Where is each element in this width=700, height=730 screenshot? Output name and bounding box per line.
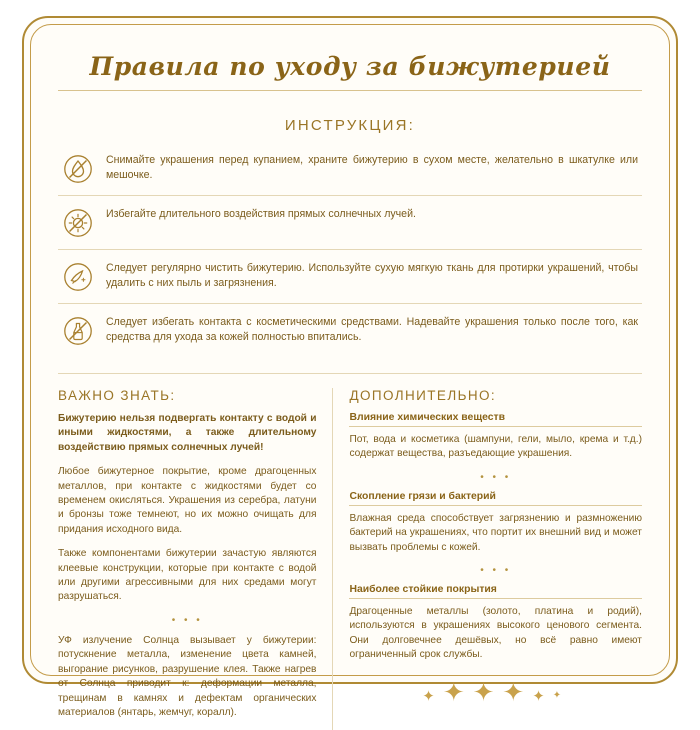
important-heading: ВАЖНО ЗНАТЬ:: [58, 388, 176, 403]
additional-block: [349, 584, 642, 663]
star-icon: ✦: [552, 689, 570, 701]
additional-text: Пот, вода и косметика (шампуни, гели, мыло, крема и т.д.) содержат вещества, разъедающие украшения.: [349, 434, 642, 460]
list-item-text: Снимайте украшения перед купанием, храните бижутерию в сухом месте, желательно в шкатулке или мешочке.: [106, 154, 638, 181]
title-divider: [58, 90, 642, 91]
additional-text: Драгоценные металлы (золото, платина и родий), используются в украшениях высокого ценового сегмента. Они долговечнее дешёвых, но всё равно имеют ограниченный срок службы.: [349, 606, 642, 661]
clean-cloth-icon: [58, 261, 98, 292]
four-point-stars-decoration: [349, 677, 642, 708]
page-title: Правила по уходу за бижутерией: [89, 52, 611, 81]
list-item-text: Следует регулярно чистить бижутерию. Используйте сухую мягкую ткань для протирки украшений, чтобы удалить с них пыль и загрязнения.: [106, 262, 638, 289]
list-item-text: Следует избегать контакта с косметическими средствами. Надевайте украшения только после того, как средства для ухода за кожей полностью впитались.: [106, 316, 638, 343]
care-instructions-card: [22, 16, 678, 718]
list-item-text: Избегайте длительного воздействия прямых солнечных лучей.: [106, 208, 416, 220]
additional-subheading: Наиболее стойкие покрытия: [349, 584, 642, 599]
list-item: [58, 195, 642, 249]
card-content: [58, 40, 642, 718]
dot-divider: • • •: [171, 614, 203, 626]
no-water-drop-icon: [58, 153, 98, 184]
dot-divider: • • •: [480, 471, 512, 483]
additional-column: [332, 388, 642, 730]
instruction-heading: ИНСТРУКЦИЯ:: [284, 117, 416, 134]
important-lead-text: Бижутерию нельзя подвергать контакту с водой и иными жидкостями, а также длительному воздействию прямых солнечных лучей!: [58, 413, 317, 453]
star-icon: ✦: [502, 676, 533, 707]
star-icon: ✦: [472, 676, 503, 707]
instruction-list: [58, 142, 642, 357]
list-item: [58, 142, 642, 195]
additional-block: [349, 491, 642, 555]
additional-block: [349, 412, 642, 462]
additional-heading: ДОПОЛНИТЕЛЬНО:: [349, 388, 497, 403]
star-icon: ✦: [442, 676, 473, 707]
no-sun-icon: [58, 207, 98, 238]
important-to-know-column: [58, 388, 332, 730]
additional-text: Влажная среда способствует загрязнению и размножению бактерий на украшениях, что портит их внешний вид и может вызвать проблемы с кожей.: [349, 512, 642, 553]
dot-divider: • • •: [480, 565, 512, 577]
important-paragraph: Также компонентами бижутерии зачастую являются клеевые конструкции, которые при контакте с водой или другими агрессивными для них средами могут разрушаться.: [58, 548, 317, 603]
important-paragraph: Любое бижутерное покрытие, кроме драгоценных металлов, при контакте с жидкостями будет со временем окисляться. Украшения из серебра, латуни и бронзы тоже темнеют, но их можно очищать для придания исходного вида.: [58, 466, 317, 535]
no-cosmetics-icon: [58, 315, 98, 346]
list-item: [58, 249, 642, 303]
list-item: [58, 303, 642, 357]
additional-subheading: Влияние химических веществ: [349, 412, 642, 427]
important-closing-text: УФ излучение Солнца вызывает у бижутерии: потускнение металла, изменение цвета камней, выгорание рисунков, разрушение клея. Также нагрев от Солнца приводит к: деформации металла, трещинам в камнях и дефектам органических материалов (янтарь, жемчуг, коралл).: [58, 634, 317, 718]
star-icon: ✦: [532, 687, 553, 705]
additional-subheading: Скопление грязи и бактерий: [349, 491, 642, 506]
bottom-columns: [58, 373, 642, 730]
star-icon: ✦: [422, 687, 443, 705]
